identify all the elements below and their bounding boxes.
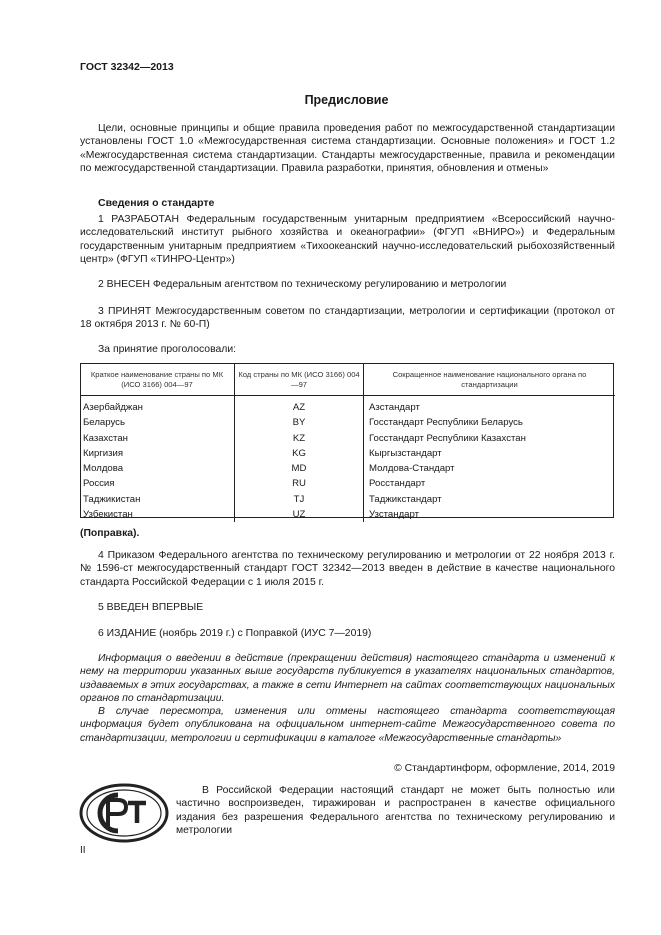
info-note-2: В случае пересмотра, изменения или отмены настоящего стандарта соответствующая информация будет опубликована на официальном интернет-сайте Межгосударственного совета по стандартизации, метрологии и сертификации в каталоге «Межгосударственные стандарты» (80, 706, 615, 744)
intro-paragraph: Цели, основные принципы и общие правила проведения работ по межгосударственной стандартизации установлены ГОСТ 1.0 «Межгосударственная система стандартизации. Основные положения» и ГОСТ 1.2 «Межгосударственная система стандартизации. Стандарты межгосударственные, правила и рекомендации по межгосударственной стандартизации. Правила разработки, принятия, обновления и отмены» (80, 123, 615, 175)
item-4-order: 4 Приказом Федерального агентства по техническому регулированию и метрологии от 22 ноября 2013 г. № 1596-ст межгосударственный стандарт ГОСТ 32342—2013 введен в действие в качестве национального стандарта Российской Федерации с 1 июля 2015 г. (80, 550, 615, 588)
column-header-code: Код страны по МК (ИСО 3166) 004—97 (235, 363, 364, 396)
country-name: Азербайджан (83, 402, 143, 413)
rst-certification-mark-icon (78, 782, 170, 844)
country-code: KZ (235, 431, 364, 446)
country-name: Молдова (83, 463, 124, 475)
standards-body: Кыргызстандарт (364, 446, 616, 461)
country-code: UZ (235, 507, 364, 522)
voting-countries-table (80, 363, 615, 522)
table-row (80, 446, 615, 461)
section-title: Сведения о стандарте (98, 197, 215, 209)
copyright: © Стандартинформ, оформление, 2014, 2019 (394, 763, 615, 774)
table-row (80, 492, 615, 507)
rights-notice: В Российской Федерации настоящий стандарт не может быть полностью или частично воспроизведен, тиражирован и распространен в качестве официального издания без разрешения Федерального агентства по техническому регулированию и метрологии (176, 785, 615, 837)
country-code: AZ (235, 396, 364, 416)
document-code: ГОСТ 32342—2013 (80, 61, 174, 73)
correction-label: (Поправка). (80, 528, 140, 539)
table-row (80, 476, 615, 491)
table-row (80, 461, 615, 476)
country-name: Россия (83, 478, 115, 490)
country-code: RU (235, 476, 364, 491)
country-name: Узбекистан (83, 509, 133, 521)
column-header-country: Краткое наименование страны по МК (ИСО 3166) 004—97 (80, 363, 235, 396)
standards-body: Азстандарт (364, 396, 616, 416)
country-name: Таджикистан (83, 493, 141, 505)
table-row (80, 507, 615, 522)
standards-body: Молдова-Стандарт (364, 461, 616, 476)
info-note-1: Информация о введении в действие (прекращении действия) настоящего стандарта и изменений к нему на территории указанных выше государств публикуется в указателях национальных стандартов, издаваемых в этих государствах, а также в сети Интернет на сайтах соответствующих национальных органов по стандартизации. (80, 653, 615, 705)
item-1-developed: 1 РАЗРАБОТАН Федеральным государственным унитарным предприятием «Всероссийский научно-исследовательский институт рыбного хозяйства и океанографии» (ФГУП «ВНИРО») и Федеральным государственным унитарным предприятием «Тихоокеанский научно-исследовательский рыбохозяйственный центр» (ФГУП «ТИНРО-Центр») (80, 214, 615, 266)
page-title: Предисловие (304, 93, 389, 107)
table-header-row (80, 363, 615, 396)
page-number: II (80, 845, 86, 856)
country-name: Киргизия (83, 447, 124, 459)
standards-body: Таджикстандарт (364, 492, 616, 507)
item-2-submitted: 2 ВНЕСЕН Федеральным агентством по техническому регулированию и метрологии (98, 279, 507, 290)
item-6-edition: 6 ИЗДАНИЕ (ноябрь 2019 г.) с Поправкой (ИУС 7—2019) (98, 628, 372, 639)
country-name: Беларусь (83, 417, 125, 429)
standards-body: Госстандарт Республики Беларусь (364, 415, 616, 430)
standards-body: Росстандарт (364, 476, 616, 491)
table-row (80, 415, 615, 430)
column-header-body: Сокращенное наименование национального органа по стандартизации (364, 363, 616, 396)
item-5-first-introduced: 5 ВВЕДЕН ВПЕРВЫЕ (98, 602, 204, 613)
country-code: MD (235, 461, 364, 476)
country-code: TJ (235, 492, 364, 507)
standards-body: Узстандарт (364, 507, 616, 522)
voted-label: За принятие проголосовали: (98, 344, 237, 355)
item-3-adopted: 3 ПРИНЯТ Межгосударственным советом по стандартизации, метрологии и сертификации (протокол от 18 октября 2013 г. № 60-П) (80, 306, 615, 331)
country-code: KG (235, 446, 364, 461)
country-code: BY (235, 415, 364, 430)
table-row (80, 431, 615, 446)
standards-body: Госстандарт Республики Казахстан (364, 431, 616, 446)
country-name: Казахстан (83, 432, 128, 444)
table-row (80, 396, 615, 416)
